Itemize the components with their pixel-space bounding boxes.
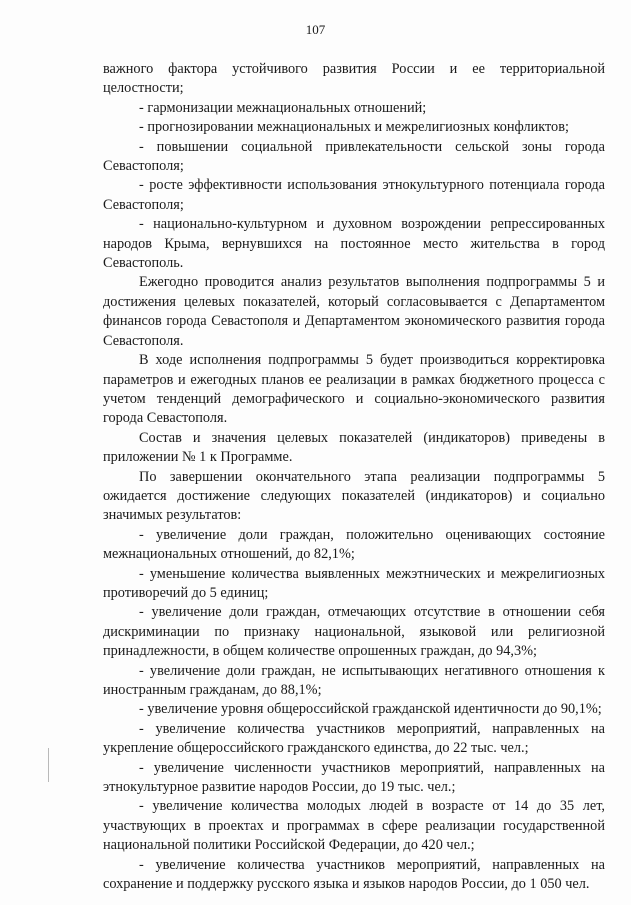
list-item: - росте эффективности использования этнокультурного потенциала города Севастополя; (103, 177, 605, 213)
list-item: - увеличение численности участников мероприятий, направленных на этнокультурное развитие народов России, до 19 тыс. чел.; (103, 759, 605, 796)
paragraph: важного фактора устойчивого развития России и ее территориальной целостности; (103, 61, 605, 97)
list-item: - увеличение уровня общероссийской гражданской идентичности до 90,1%; (139, 701, 602, 718)
page-number: 107 (305, 22, 326, 37)
scan-artifact (48, 748, 49, 782)
list-item: - увеличение количества молодых людей в возрасте от 14 до 35 лет, участвующих в проектах и программах в сфере реализации государственной национальной политики Российской Федерации, до 420 чел.; (103, 798, 605, 854)
page-body (103, 60, 605, 894)
paragraph: По завершении окончательного этапа реализации подпрограммы 5 ожидается достижение следующих показателей (индикаторов) и социально значимых результатов: (103, 468, 605, 524)
list-item: - увеличение количества участников мероприятий, направленных на сохранение и поддержку русского языка и языков народов России, до 1 050 чел. (103, 856, 605, 893)
paragraph: В ходе исполнения подпрограммы 5 будет производиться корректировка параметров и ежегодных планов ее реализации в рамках бюджетного процесса с учетом тенденций демографического и социально-экономического развития города Севастополя. (103, 352, 605, 427)
list-item: - прогнозировании межнациональных и межрелигиозных конфликтов; (139, 119, 569, 136)
list-item: - увеличение доли граждан, положительно оценивающих состояние межнациональных отношений, до 82,1%; (103, 526, 605, 563)
list-item: - гармонизации межнациональных отношений; (139, 99, 427, 116)
list-item: - увеличение доли граждан, не испытывающих негативного отношения к иностранным гражданам, до 88,1%; (103, 662, 605, 698)
list-item: - увеличение количества участников мероприятий, направленных на укрепление общероссийского гражданского единства, до 22 тыс. чел.; (103, 720, 605, 757)
paragraph: Состав и значения целевых показателей (индикаторов) приведены в приложении № 1 к Программе. (103, 429, 605, 466)
list-item: - увеличение доли граждан, отмечающих отсутствие в отношении себя дискриминации по признаку национальной, языковой или религиозной принадлежности, в общем количестве опрошенных граждан, до 94,3%; (103, 604, 605, 660)
list-item: - уменьшение количества выявленных межэтнических и межрелигиозных противоречий до 5 единиц; (103, 565, 605, 601)
list-item: - повышении социальной привлекательности сельской зоны города Севастополя; (103, 138, 605, 175)
paragraph: Ежегодно проводится анализ результатов выполнения подпрограммы 5 и достижения целевых показателей, который согласовывается с Департаментом финансов города Севастополя и Департаментом экономического развития города Севастополя. (103, 274, 605, 349)
list-item: - национально-культурном и духовном возрождении репрессированных народов Крыма, вернувшихся на постоянное место жительства в город Севастополь. (103, 216, 605, 272)
